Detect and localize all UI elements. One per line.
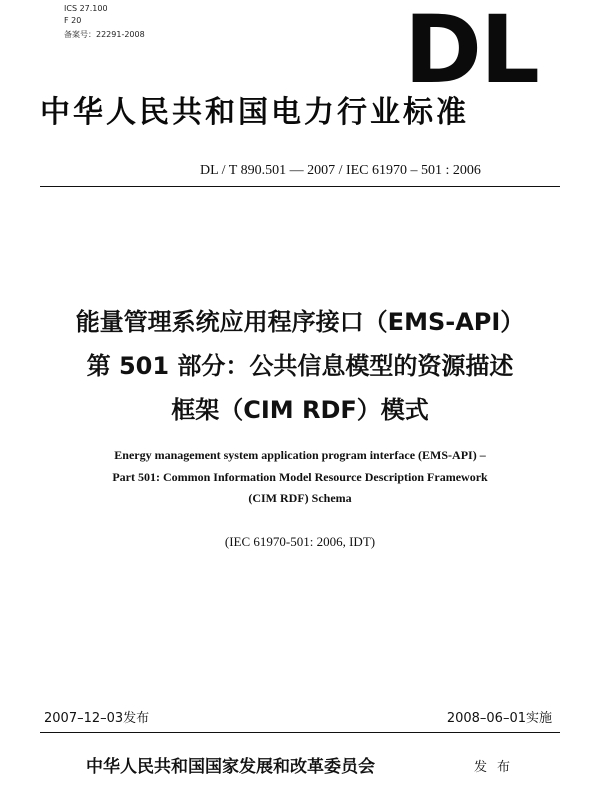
issuing-authority: 中华人民共和国国家发展和改革委员会: [86, 757, 375, 777]
issue-date: 2007–12–03发布: [44, 711, 150, 726]
dl-logo: DL: [404, 0, 538, 105]
top-divider: [40, 186, 560, 187]
english-title-line-2: Part 501: Common Information Model Resource Description Framework: [112, 470, 488, 484]
bottom-divider: [40, 732, 560, 733]
iec-equivalence: (IEC 61970-501: 2006, IDT): [224, 534, 376, 549]
classification-code: F 20: [64, 16, 82, 25]
implementation-date: 2008–06–01实施: [446, 711, 552, 726]
chinese-title-line-3: 框架（CIM RDF）模式: [171, 396, 429, 424]
standard-category-title: 中华人民共和国电力行业标准: [40, 95, 469, 130]
registration-number: 备案号：22291-2008: [64, 30, 145, 39]
english-title-line-3: (CIM RDF) Schema: [248, 491, 352, 505]
chinese-title-line-2: 第 501 部分：公共信息模型的资源描述: [86, 352, 514, 380]
publish-label: 发布: [474, 760, 521, 775]
standard-number: DL / T 890.501 — 2007 / IEC 61970 – 501 : 2006: [200, 163, 481, 178]
ics-code: ICS 27.100: [64, 4, 108, 13]
english-title-line-1: Energy management system application program interface (EMS-API) –: [114, 448, 486, 462]
chinese-title-line-1: 能量管理系统应用程序接口（EMS-API）: [75, 308, 525, 336]
